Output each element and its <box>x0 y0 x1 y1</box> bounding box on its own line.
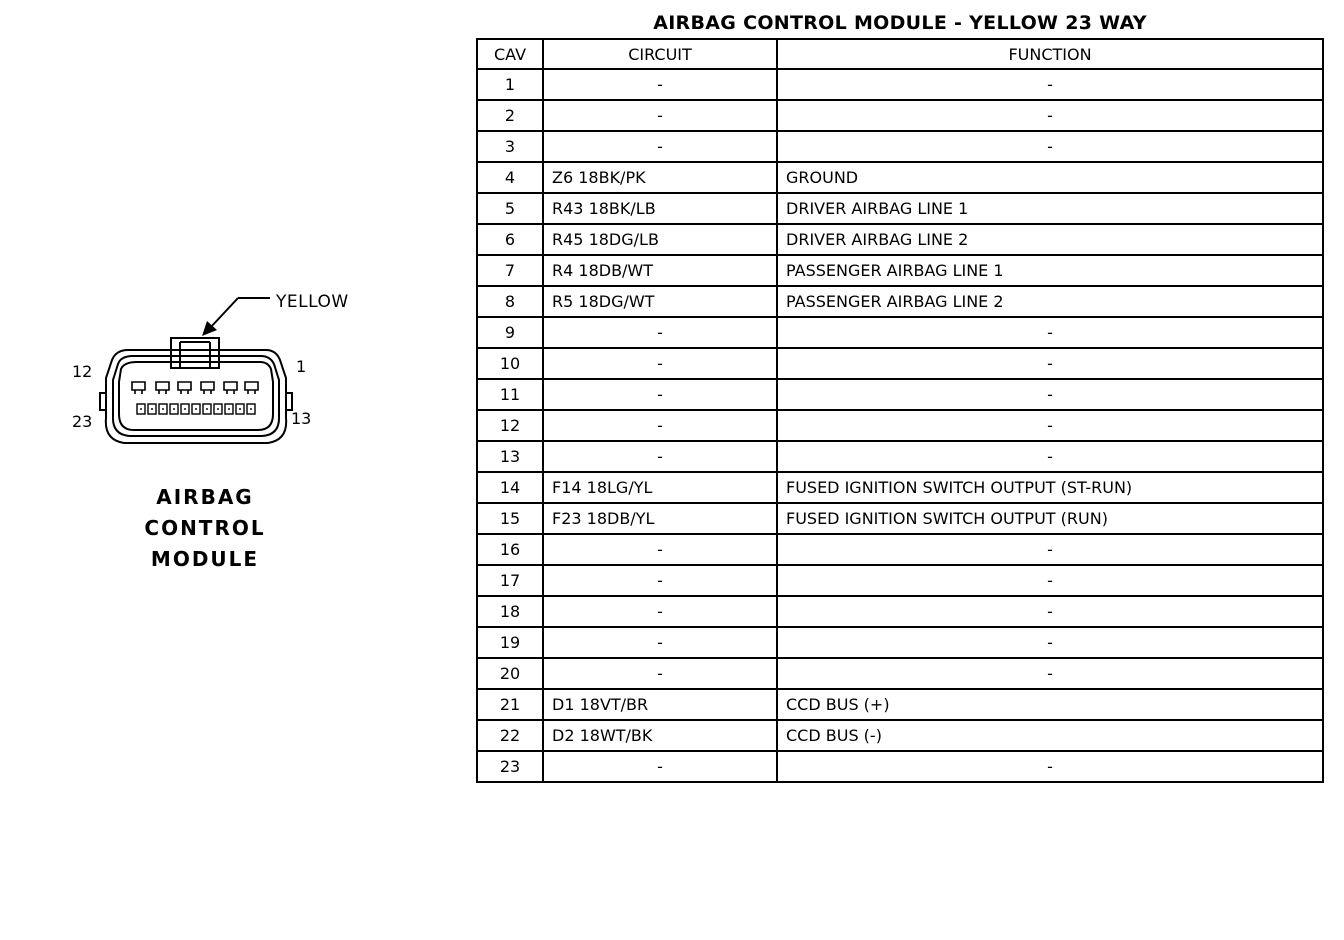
circuit-cell: - <box>543 441 777 472</box>
connector-color-label: YELLOW <box>276 292 349 312</box>
circuit-cell: - <box>543 348 777 379</box>
cav-cell: 20 <box>477 658 543 689</box>
color-leader-arrow <box>210 298 270 328</box>
circuit-cell: F23 18DB/YL <box>543 503 777 534</box>
table-row <box>477 565 1323 596</box>
circuit-cell: - <box>543 410 777 441</box>
function-cell: - <box>777 534 1323 565</box>
cav-cell: 1 <box>477 69 543 100</box>
cav-cell: 8 <box>477 286 543 317</box>
function-cell: - <box>777 317 1323 348</box>
terminal-row-top <box>132 382 258 394</box>
module-caption <box>100 482 310 575</box>
cav-cell: 15 <box>477 503 543 534</box>
circuit-cell: - <box>543 596 777 627</box>
function-cell: - <box>777 69 1323 100</box>
table-row <box>477 193 1323 224</box>
circuit-cell: - <box>543 100 777 131</box>
table-row <box>477 286 1323 317</box>
function-cell: - <box>777 441 1323 472</box>
table-header-row <box>477 39 1323 69</box>
cav-cell: 7 <box>477 255 543 286</box>
function-cell: CCD BUS (-) <box>777 720 1323 751</box>
pin-label-23: 23 <box>72 412 93 431</box>
circuit-cell: - <box>543 565 777 596</box>
cav-cell: 14 <box>477 472 543 503</box>
circuit-cell: R4 18DB/WT <box>543 255 777 286</box>
table-row <box>477 627 1323 658</box>
header-function: FUNCTION <box>777 39 1323 69</box>
function-cell: - <box>777 100 1323 131</box>
cav-cell: 23 <box>477 751 543 782</box>
cav-cell: 11 <box>477 379 543 410</box>
table-row <box>477 534 1323 565</box>
table-row <box>477 317 1323 348</box>
cav-cell: 13 <box>477 441 543 472</box>
cav-cell: 21 <box>477 689 543 720</box>
circuit-cell: - <box>543 317 777 348</box>
circuit-cell: - <box>543 658 777 689</box>
function-cell: - <box>777 348 1323 379</box>
table-row <box>477 720 1323 751</box>
cav-cell: 10 <box>477 348 543 379</box>
circuit-cell: F14 18LG/YL <box>543 472 777 503</box>
circuit-cell: - <box>543 379 777 410</box>
table-title: AIRBAG CONTROL MODULE - YELLOW 23 WAY <box>653 12 1147 34</box>
cav-cell: 16 <box>477 534 543 565</box>
table-row <box>477 100 1323 131</box>
terminal-row-bottom <box>137 404 255 414</box>
function-cell: PASSENGER AIRBAG LINE 1 <box>777 255 1323 286</box>
function-cell: - <box>777 379 1323 410</box>
function-cell: PASSENGER AIRBAG LINE 2 <box>777 286 1323 317</box>
function-cell: - <box>777 596 1323 627</box>
function-cell: FUSED IGNITION SWITCH OUTPUT (RUN) <box>777 503 1323 534</box>
function-cell: CCD BUS (+) <box>777 689 1323 720</box>
function-cell: - <box>777 131 1323 162</box>
cav-cell: 5 <box>477 193 543 224</box>
table-row <box>477 751 1323 782</box>
function-cell: DRIVER AIRBAG LINE 1 <box>777 193 1323 224</box>
cav-cell: 22 <box>477 720 543 751</box>
table-row <box>477 69 1323 100</box>
cav-cell: 9 <box>477 317 543 348</box>
function-cell: FUSED IGNITION SWITCH OUTPUT (ST-RUN) <box>777 472 1323 503</box>
pin-label-1: 1 <box>296 357 307 376</box>
pin-label-12: 12 <box>72 362 93 381</box>
table-row <box>477 224 1323 255</box>
cav-cell: 17 <box>477 565 543 596</box>
function-cell: DRIVER AIRBAG LINE 2 <box>777 224 1323 255</box>
cav-cell: 6 <box>477 224 543 255</box>
table-row <box>477 503 1323 534</box>
connector-housing <box>100 338 292 443</box>
function-cell: GROUND <box>777 162 1323 193</box>
circuit-cell: Z6 18BK/PK <box>543 162 777 193</box>
circuit-cell: D1 18VT/BR <box>543 689 777 720</box>
table-row <box>477 410 1323 441</box>
function-cell: - <box>777 751 1323 782</box>
pin-label-13: 13 <box>291 409 312 428</box>
circuit-cell: R45 18DG/LB <box>543 224 777 255</box>
circuit-cell: - <box>543 131 777 162</box>
table-row <box>477 131 1323 162</box>
table-row <box>477 255 1323 286</box>
circuit-cell: R43 18BK/LB <box>543 193 777 224</box>
function-cell: - <box>777 627 1323 658</box>
cav-cell: 3 <box>477 131 543 162</box>
connector-diagram <box>0 0 470 560</box>
module-caption-line1: AIRBAG CONTROL <box>144 485 266 540</box>
circuit-cell: - <box>543 534 777 565</box>
cav-cell: 4 <box>477 162 543 193</box>
table-row <box>477 658 1323 689</box>
circuit-cell: - <box>543 627 777 658</box>
function-cell: - <box>777 565 1323 596</box>
header-cav: CAV <box>477 39 543 69</box>
function-cell: - <box>777 410 1323 441</box>
function-cell: - <box>777 658 1323 689</box>
cav-cell: 18 <box>477 596 543 627</box>
pinout-table <box>476 38 1324 783</box>
module-caption-line2: MODULE <box>150 547 260 571</box>
cav-cell: 19 <box>477 627 543 658</box>
cav-cell: 12 <box>477 410 543 441</box>
circuit-cell: - <box>543 751 777 782</box>
cav-cell: 2 <box>477 100 543 131</box>
circuit-cell: - <box>543 69 777 100</box>
table-row <box>477 379 1323 410</box>
table-row <box>477 689 1323 720</box>
header-circuit: CIRCUIT <box>543 39 777 69</box>
table-row <box>477 162 1323 193</box>
circuit-cell: D2 18WT/BK <box>543 720 777 751</box>
table-row <box>477 441 1323 472</box>
table-row <box>477 596 1323 627</box>
table-row <box>477 348 1323 379</box>
table-row <box>477 472 1323 503</box>
circuit-cell: R5 18DG/WT <box>543 286 777 317</box>
pinout-table-body <box>477 69 1323 782</box>
